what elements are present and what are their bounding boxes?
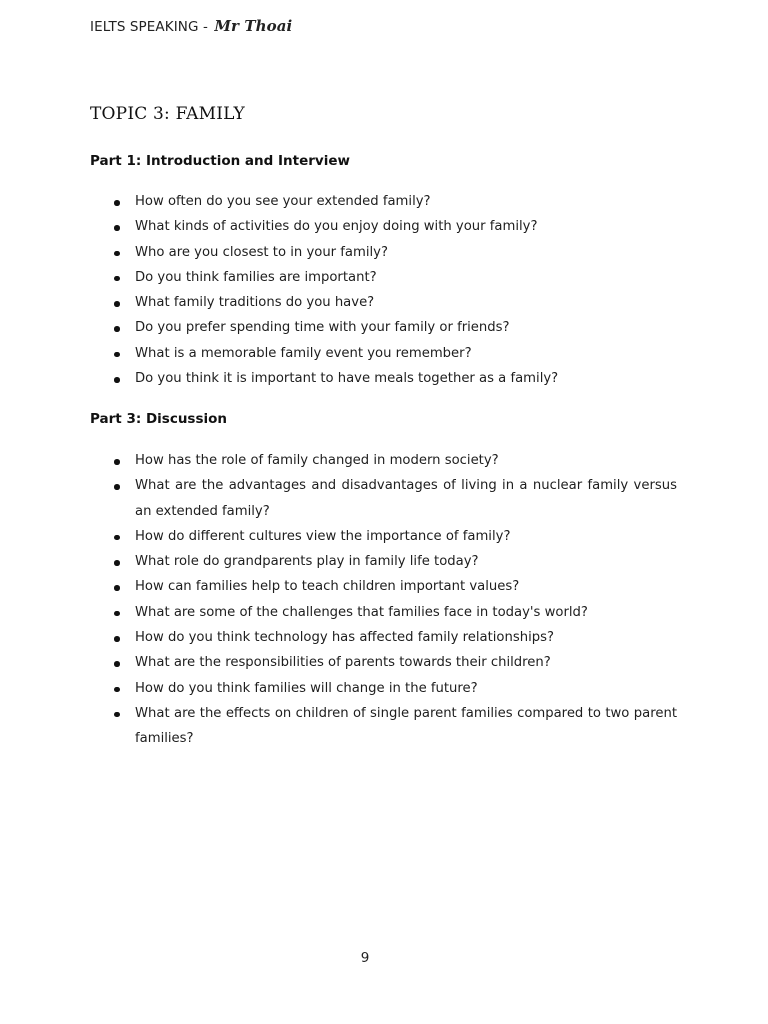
bullet-icon: [114, 200, 120, 206]
list-item: [90, 315, 677, 340]
bullet-icon: [114, 225, 120, 231]
bullet-icon: [114, 560, 120, 566]
question-text: How often do you see your extended family?: [135, 194, 431, 209]
part3-question-list: [90, 448, 677, 752]
part1-question-list: [90, 189, 677, 391]
bullet-icon: [114, 251, 120, 257]
question-text: How do you think families will change in the future?: [135, 680, 478, 696]
page-header: [90, 17, 292, 35]
list-item: [90, 366, 677, 391]
question-text: What are the effects on children of single parent families compared to two parent families?: [135, 705, 677, 747]
question-text: What role do grandparents play in family life today?: [135, 554, 479, 570]
question-text: How do you think technology has affected family relationships?: [135, 630, 554, 646]
bullet-icon: [114, 484, 120, 490]
header-author: Mr Thoai: [214, 17, 293, 35]
bullet-icon: [114, 585, 120, 591]
bullet-icon: [114, 377, 120, 383]
bullet-icon: [114, 687, 120, 693]
list-item: [90, 214, 677, 239]
bullet-icon: [114, 636, 120, 642]
list-item: [90, 265, 677, 290]
header-prefix: IELTS SPEAKING -: [90, 19, 208, 35]
question-text: What are some of the challenges that families face in today's world?: [135, 604, 588, 620]
list-item: [90, 574, 677, 599]
list-item: [90, 650, 677, 675]
page-number: 9: [360, 950, 370, 966]
list-item: [90, 600, 677, 625]
list-item: [90, 240, 677, 265]
list-item: [90, 676, 677, 701]
bullet-icon: [114, 276, 120, 282]
question-text: Do you prefer spending time with your family or friends?: [135, 320, 510, 336]
question-text: Do you think families are important?: [135, 269, 377, 285]
question-text: What kinds of activities do you enjoy doing with your family?: [135, 219, 538, 235]
question-text: Do you think it is important to have meals together as a family?: [135, 371, 559, 387]
bullet-icon: [114, 301, 120, 307]
list-item: [90, 701, 677, 752]
list-item: [90, 189, 677, 214]
question-text: What are the responsibilities of parents towards their children?: [135, 655, 551, 671]
list-item: [90, 473, 677, 524]
part3-heading: Part 3: Discussion: [90, 411, 228, 427]
list-item: [90, 625, 677, 650]
list-item: [90, 341, 677, 366]
list-item: [90, 524, 677, 549]
part1-heading: Part 1: Introduction and Interview: [90, 153, 350, 169]
bullet-icon: [114, 712, 120, 718]
topic-title: TOPIC 3: FAMILY: [90, 104, 245, 124]
question-text: How can families help to teach children important values?: [135, 579, 520, 595]
list-item: [90, 549, 677, 574]
question-text: What is a memorable family event you remember?: [135, 345, 472, 361]
bullet-icon: [114, 459, 120, 465]
bullet-icon: [114, 535, 120, 541]
question-text: How has the role of family changed in modern society?: [135, 453, 499, 468]
question-text: How do different cultures view the importance of family?: [135, 528, 511, 544]
list-item: [90, 290, 677, 315]
bullet-icon: [114, 326, 120, 332]
question-text: What family traditions do you have?: [135, 295, 375, 311]
question-text: What are the advantages and disadvantages of living in a nuclear family versus an extended family?: [135, 478, 677, 519]
bullet-icon: [114, 661, 120, 667]
bullet-icon: [114, 352, 120, 358]
question-text: Who are you closest to in your family?: [135, 244, 388, 260]
bullet-icon: [114, 611, 120, 617]
list-item: [90, 448, 677, 473]
